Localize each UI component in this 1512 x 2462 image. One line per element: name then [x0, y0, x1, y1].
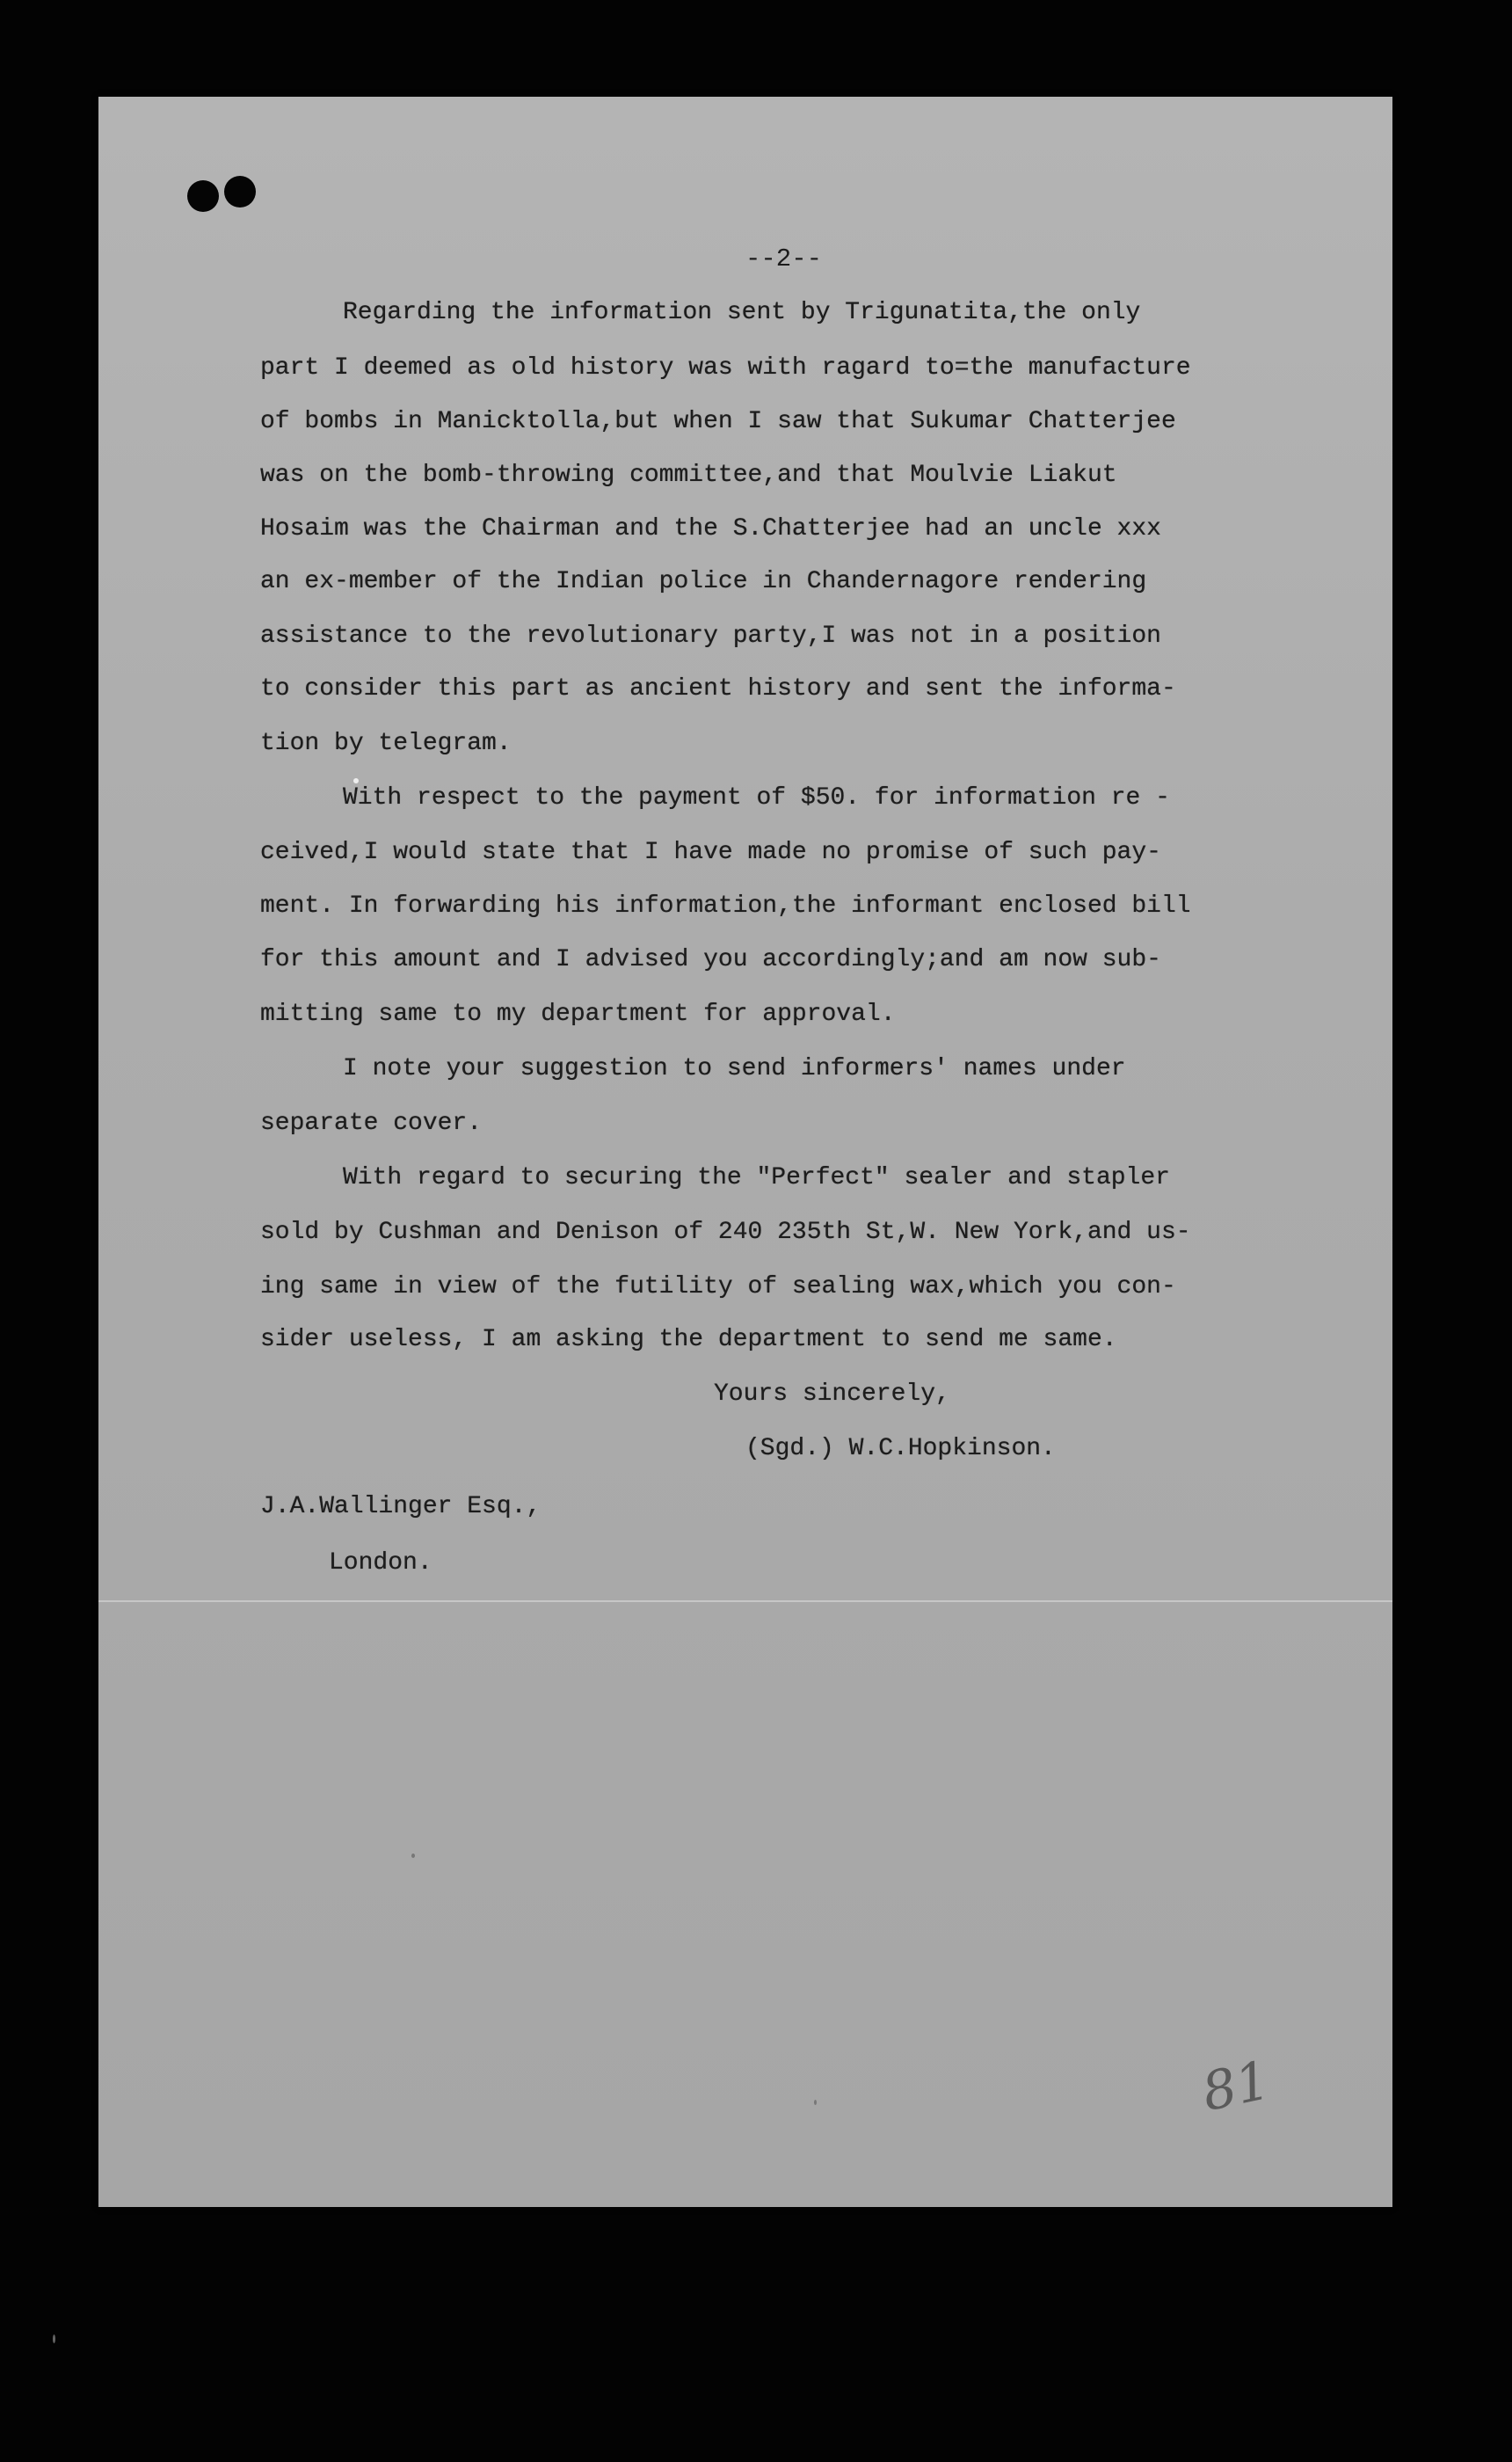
text-line: Regarding the information sent by Trigunatita,the only: [343, 299, 1141, 326]
text-line: separate cover.: [260, 1110, 483, 1137]
text-line: sider useless, I am asking the department to send me same.: [260, 1326, 1117, 1353]
signature: (Sgd.) W.C.Hopkinson.: [745, 1435, 1056, 1462]
text-line: of bombs in Manicktolla,but when I saw that Sukumar Chatterjee: [260, 408, 1176, 435]
text-line: ment. In forwarding his information,the informant enclosed bill: [260, 892, 1191, 920]
paper-crease: [98, 1600, 1392, 1602]
text-line: With regard to securing the "Perfect" sealer and stapler: [343, 1164, 1170, 1191]
addressee-city: London.: [329, 1549, 433, 1577]
punch-hole: [224, 176, 256, 208]
text-line: tion by telegram.: [260, 730, 512, 757]
folio-mark: 81: [1196, 2049, 1276, 2124]
text-line: to consider this part as ancient history and sent the informa-: [260, 675, 1176, 703]
text-line: Hosaim was the Chairman and the S.Chatterjee had an uncle xxx: [260, 515, 1161, 543]
text-line: I note your suggestion to send informers' names under: [343, 1055, 1126, 1082]
text-line: sold by Cushman and Denison of 240 235th St,W. New York,and us-: [260, 1219, 1191, 1246]
text-line: an ex-member of the Indian police in Chandernagore rendering: [260, 568, 1147, 595]
closing: Yours sincerely,: [714, 1380, 950, 1408]
film-speck: [53, 2335, 55, 2343]
text-line: for this amount and I advised you accordingly;and am now sub-: [260, 946, 1161, 973]
paper-speck: [353, 778, 359, 783]
text-line: ing same in view of the futility of sealing wax,which you con-: [260, 1273, 1176, 1300]
text-line: ceived,I would state that I have made no promise of such pay-: [260, 839, 1161, 866]
text-line: assistance to the revolutionary party,I was not in a position: [260, 623, 1161, 650]
paper-speck: [814, 2100, 817, 2105]
text-line: was on the bomb-throwing committee,and that Moulvie Liakut: [260, 462, 1117, 489]
page-number: --2--: [745, 244, 823, 273]
text-line: With respect to the payment of $50. for information re -: [343, 784, 1170, 812]
text-line: part I deemed as old history was with ragard to=the manufacture: [260, 354, 1191, 382]
paper-speck: [411, 1854, 415, 1858]
text-line: mitting same to my department for approval.: [260, 1001, 896, 1028]
addressee-name: J.A.Wallinger Esq.,: [260, 1493, 542, 1520]
punch-hole: [187, 180, 219, 212]
